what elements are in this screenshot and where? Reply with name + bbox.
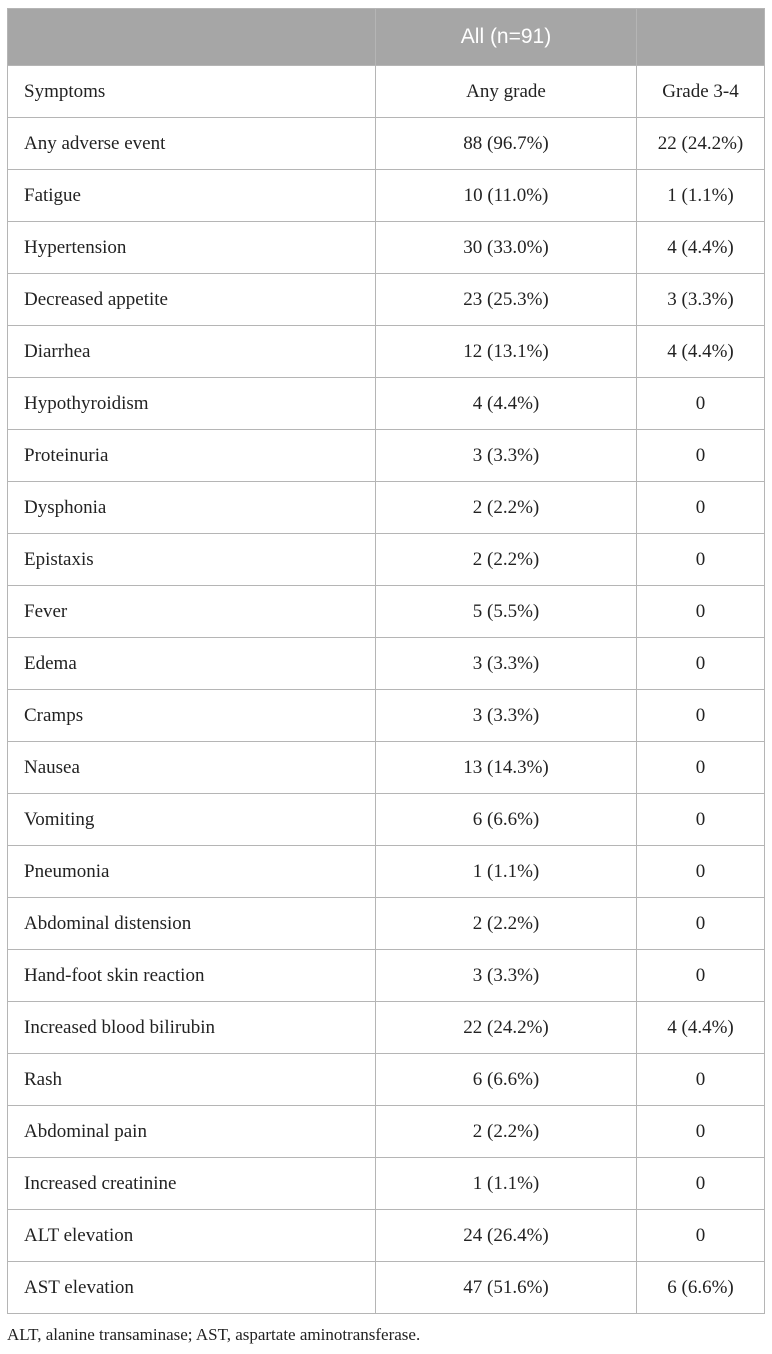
symptom-cell: Epistaxis	[8, 534, 376, 586]
symptom-cell: Increased blood bilirubin	[8, 1002, 376, 1054]
adverse-events-table-container	[7, 8, 764, 1314]
grade-3-4-cell: 0	[637, 638, 765, 690]
symptom-cell: Hypothyroidism	[8, 378, 376, 430]
symptom-cell: Proteinuria	[8, 430, 376, 482]
any-grade-cell: 3 (3.3%)	[376, 950, 637, 1002]
table-row	[8, 170, 765, 222]
grade-3-4-cell: 6 (6.6%)	[637, 1262, 765, 1314]
symptom-cell: Nausea	[8, 742, 376, 794]
any-grade-cell: 24 (26.4%)	[376, 1210, 637, 1262]
symptom-cell: Abdominal pain	[8, 1106, 376, 1158]
grade-3-4-cell: 0	[637, 430, 765, 482]
table-row	[8, 1054, 765, 1106]
table-row	[8, 586, 765, 638]
table-row	[8, 378, 765, 430]
grade-3-4-cell: 4 (4.4%)	[637, 1002, 765, 1054]
grade-3-4-cell: 0	[637, 1106, 765, 1158]
any-grade-cell: 12 (13.1%)	[376, 326, 637, 378]
table-row	[8, 690, 765, 742]
table-body	[8, 66, 765, 1314]
grade-3-4-cell: 0	[637, 898, 765, 950]
any-grade-cell: 2 (2.2%)	[376, 534, 637, 586]
symptom-cell: Fatigue	[8, 170, 376, 222]
any-grade-cell: 22 (24.2%)	[376, 1002, 637, 1054]
grade-3-4-cell: 0	[637, 950, 765, 1002]
adverse-events-table	[7, 8, 765, 1314]
any-grade-cell: 5 (5.5%)	[376, 586, 637, 638]
any-grade-cell: 1 (1.1%)	[376, 1158, 637, 1210]
table-row	[8, 846, 765, 898]
any-grade-cell: 3 (3.3%)	[376, 690, 637, 742]
table-row	[8, 742, 765, 794]
any-grade-cell: 3 (3.3%)	[376, 638, 637, 690]
table-row	[8, 326, 765, 378]
table-row	[8, 1262, 765, 1314]
header-cell-blank-left	[8, 9, 376, 66]
symptom-cell: ALT elevation	[8, 1210, 376, 1262]
symptom-cell: AST elevation	[8, 1262, 376, 1314]
symptom-cell: Decreased appetite	[8, 274, 376, 326]
any-grade-cell: 13 (14.3%)	[376, 742, 637, 794]
table-row	[8, 898, 765, 950]
header-cell-all: All (n=91)	[376, 9, 637, 66]
any-grade-cell: 6 (6.6%)	[376, 794, 637, 846]
grade-3-4-cell: 0	[637, 794, 765, 846]
grade-3-4-cell: 0	[637, 846, 765, 898]
subheader-row	[8, 66, 765, 118]
grade-3-4-cell: 4 (4.4%)	[637, 222, 765, 274]
table-row	[8, 534, 765, 586]
grade-3-4-cell: 4 (4.4%)	[637, 326, 765, 378]
table-row	[8, 638, 765, 690]
any-grade-cell: 6 (6.6%)	[376, 1054, 637, 1106]
table-header	[8, 9, 765, 66]
any-grade-cell: 30 (33.0%)	[376, 222, 637, 274]
symptom-cell: Abdominal distension	[8, 898, 376, 950]
header-cell-blank-right	[637, 9, 765, 66]
grade-3-4-cell: 22 (24.2%)	[637, 118, 765, 170]
grade-3-4-cell: 0	[637, 690, 765, 742]
symptom-cell: Increased creatinine	[8, 1158, 376, 1210]
table-row	[8, 1106, 765, 1158]
any-grade-cell: 88 (96.7%)	[376, 118, 637, 170]
grade-3-4-cell: 0	[637, 534, 765, 586]
column-label-grade-3-4: Grade 3-4	[637, 66, 765, 118]
table-row	[8, 1158, 765, 1210]
table-footnote: ALT, alanine transaminase; AST, aspartate aminotransferase.	[7, 1325, 421, 1344]
symptom-cell: Any adverse event	[8, 118, 376, 170]
table-row	[8, 430, 765, 482]
any-grade-cell: 4 (4.4%)	[376, 378, 637, 430]
grade-3-4-cell: 0	[637, 378, 765, 430]
grade-3-4-cell: 0	[637, 1158, 765, 1210]
table-row	[8, 1002, 765, 1054]
any-grade-cell: 23 (25.3%)	[376, 274, 637, 326]
symptom-cell: Diarrhea	[8, 326, 376, 378]
table-row	[8, 1210, 765, 1262]
grade-3-4-cell: 0	[637, 1054, 765, 1106]
any-grade-cell: 10 (11.0%)	[376, 170, 637, 222]
symptom-cell: Rash	[8, 1054, 376, 1106]
any-grade-cell: 2 (2.2%)	[376, 482, 637, 534]
symptom-cell: Dysphonia	[8, 482, 376, 534]
table-row	[8, 794, 765, 846]
table-row	[8, 482, 765, 534]
any-grade-cell: 2 (2.2%)	[376, 898, 637, 950]
column-label-symptoms: Symptoms	[8, 66, 376, 118]
table-row	[8, 950, 765, 1002]
grade-3-4-cell: 0	[637, 742, 765, 794]
grade-3-4-cell: 0	[637, 586, 765, 638]
grade-3-4-cell: 1 (1.1%)	[637, 170, 765, 222]
symptom-cell: Cramps	[8, 690, 376, 742]
grade-3-4-cell: 0	[637, 1210, 765, 1262]
header-row	[8, 9, 765, 66]
symptom-cell: Fever	[8, 586, 376, 638]
grade-3-4-cell: 0	[637, 482, 765, 534]
table-row	[8, 118, 765, 170]
symptom-cell: Vomiting	[8, 794, 376, 846]
any-grade-cell: 1 (1.1%)	[376, 846, 637, 898]
grade-3-4-cell: 3 (3.3%)	[637, 274, 765, 326]
symptom-cell: Edema	[8, 638, 376, 690]
any-grade-cell: 2 (2.2%)	[376, 1106, 637, 1158]
column-label-any-grade: Any grade	[376, 66, 637, 118]
any-grade-cell: 3 (3.3%)	[376, 430, 637, 482]
symptom-cell: Hypertension	[8, 222, 376, 274]
any-grade-cell: 47 (51.6%)	[376, 1262, 637, 1314]
table-row	[8, 274, 765, 326]
symptom-cell: Hand-foot skin reaction	[8, 950, 376, 1002]
symptom-cell: Pneumonia	[8, 846, 376, 898]
table-row	[8, 222, 765, 274]
